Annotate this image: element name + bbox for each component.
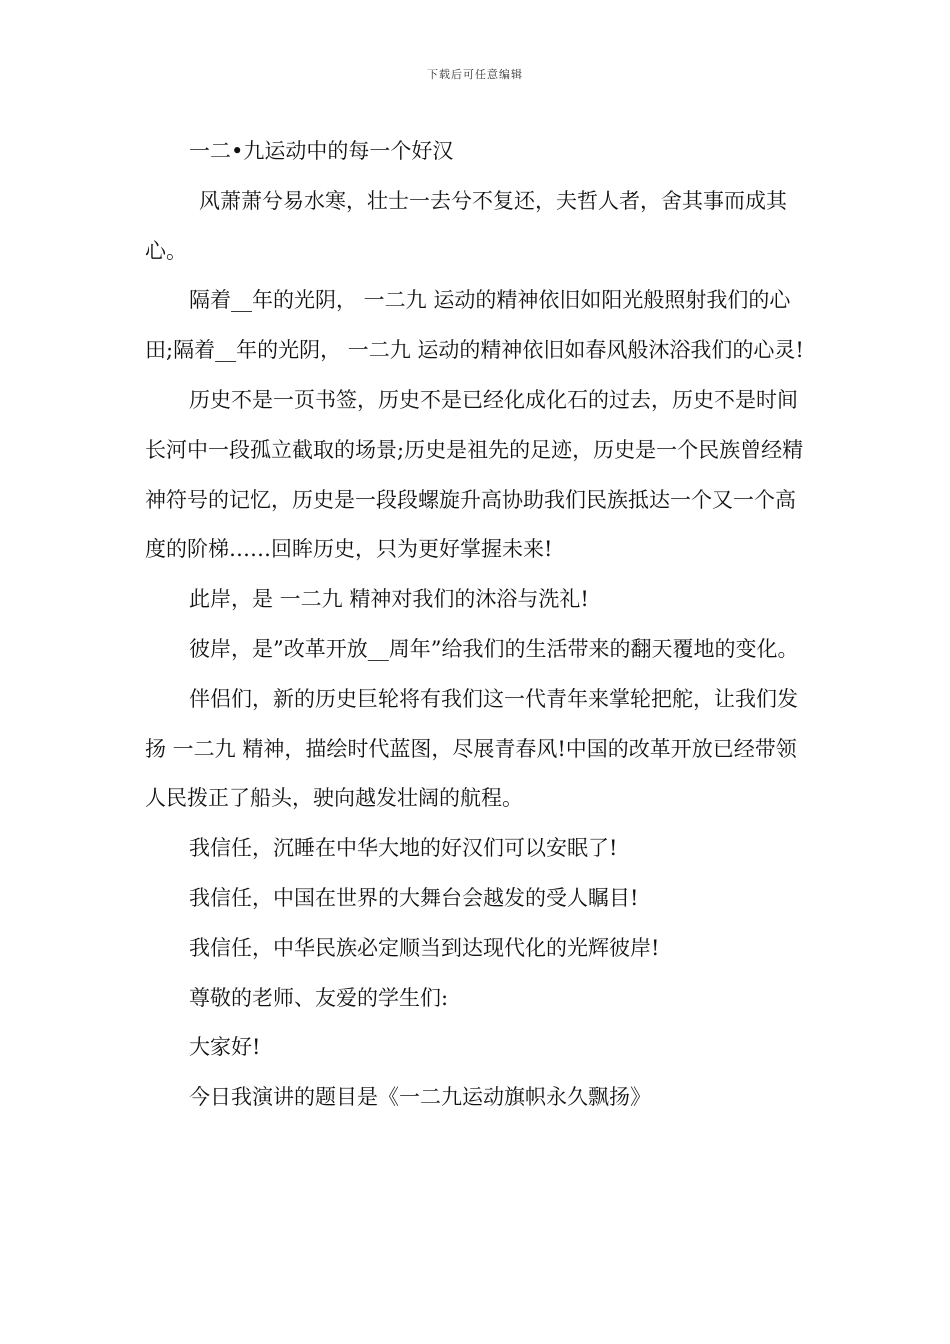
paragraph: 我信任，中国在世界的大舞台会越发的受人瞩目! <box>189 885 639 910</box>
paragraph: 彼岸，是”改革开放__周年”给我们的生活带来的翻天覆地的变化。 <box>189 636 799 661</box>
page-header: 下载后可任意编辑 <box>427 68 523 81</box>
paragraph: 历史不是一页书签，历史不是已经化成化石的过去，历史不是时间长河中一段孤立截取的场景;历史是祖先的足迹，历史是一个民族曾经精神符号的记忆，历史是一段段螺旋升高协助我们民族抵达一个又一个高度的阶梯……回眸历史，只为更好掌握未来! <box>145 387 804 562</box>
paragraph: 隔着__年的光阴， 一二九 运动的精神依旧如阳光般照射我们的心田;隔着__年的光阴， 一二九 运动的精神依旧如春风般沐浴我们的心灵! <box>145 288 804 363</box>
document-title: 一二•九运动中的每一个好汉 <box>189 139 454 163</box>
document-body <box>145 127 809 1123</box>
paragraph: 风萧萧兮易水寒，壮士一去兮不复还，夫哲人者，舍其事而成其心。 <box>145 188 787 263</box>
paragraph: 我信任，沉睡在中华大地的好汉们可以安眠了! <box>189 836 618 861</box>
paragraph: 尊敬的老师、友爱的学生们: <box>189 985 449 1010</box>
paragraph: 伴侣们，新的历史巨轮将有我们这一代青年来掌轮把舵，让我们发扬 一二九 精神，描绘时代蓝图，尽展青春风!中国的改革开放已经带领人民拨正了船头，驶向越发壮阔的航程。 <box>145 686 798 811</box>
paragraph: 此岸，是 一二九 精神对我们的沐浴与洗礼! <box>189 587 589 612</box>
paragraph: 大家好! <box>189 1035 261 1060</box>
paragraph: 我信任，中华民族必定顺当到达现代化的光辉彼岸! <box>189 935 660 960</box>
paragraph: 今日我演讲的题目是《一二九运动旗帜永久飘扬》 <box>189 1085 651 1110</box>
